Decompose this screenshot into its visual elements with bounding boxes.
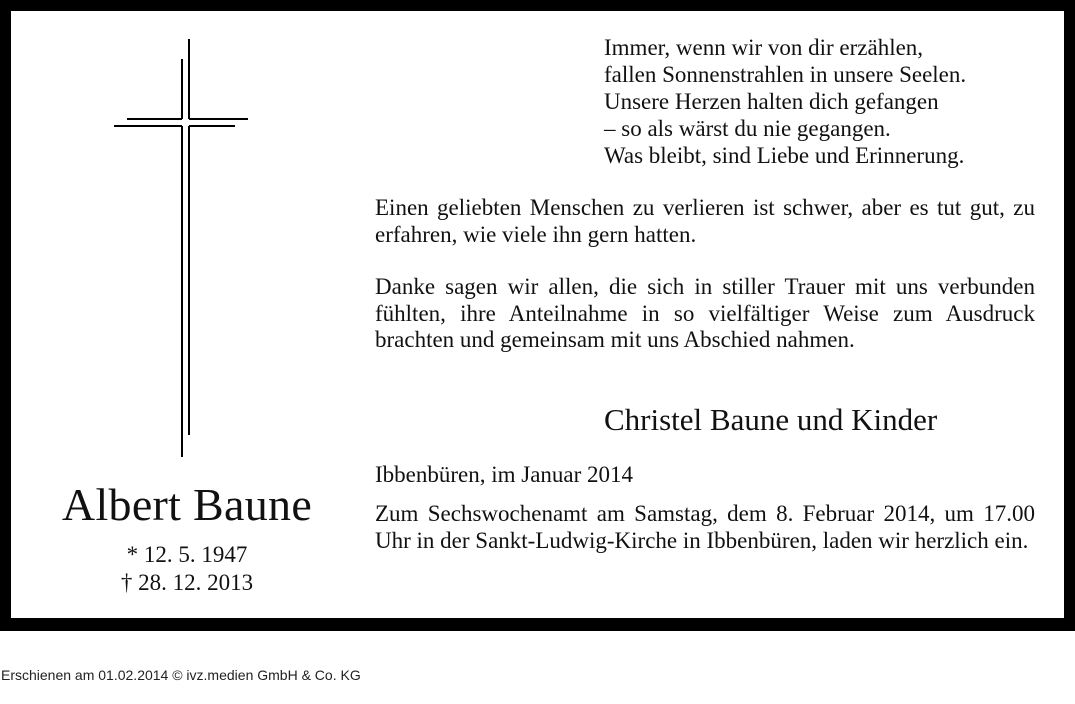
poem-line: Was bleibt, sind Liebe und Erinnerung. bbox=[604, 143, 965, 168]
publication-footer: Erschienen am 01.02.2014 © ivz.medien GmbH & Co. KG bbox=[1, 667, 361, 683]
place-date: Ibbenbüren, im Januar 2014 bbox=[375, 462, 634, 487]
paragraph-loss: Einen geliebten Menschen zu verlieren ist schwer, aber es tut gut, zu erfahren, wie viele ihn gern hatten. bbox=[375, 195, 1035, 247]
poem-line: Immer, wenn wir von dir erzählen, bbox=[604, 35, 924, 60]
cross-icon bbox=[111, 39, 251, 461]
poem-line: – so als wärst du nie gegangen. bbox=[604, 116, 891, 141]
deceased-name: Albert Baune bbox=[61, 479, 313, 530]
obituary-card bbox=[11, 11, 1064, 618]
poem bbox=[604, 34, 966, 169]
signature: Christel Baune und Kinder bbox=[604, 402, 938, 437]
paragraph-thanks: Danke sagen wir allen, die sich in stiller Trauer mit uns verbunden fühlten, ihre Anteilnahme in so vielfältiger Weise zum Ausdruck brachten und gemeinsam mit uns Abschied nahmen. bbox=[375, 274, 1035, 352]
birth-date: * 12. 5. 1947 bbox=[126, 542, 248, 567]
life-dates bbox=[11, 541, 363, 597]
death-date: † 28. 12. 2013 bbox=[120, 570, 254, 595]
poem-line: fallen Sonnenstrahlen in unsere Seelen. bbox=[604, 62, 967, 87]
paragraph-invitation: Zum Sechswochenamt am Samstag, dem 8. Februar 2014, um 17.00 Uhr in der Sankt-Ludwig-Kirche in Ibbenbüren, laden wir herzlich ein. bbox=[375, 501, 1035, 553]
poem-line: Unsere Herzen halten dich gefangen bbox=[604, 89, 939, 114]
